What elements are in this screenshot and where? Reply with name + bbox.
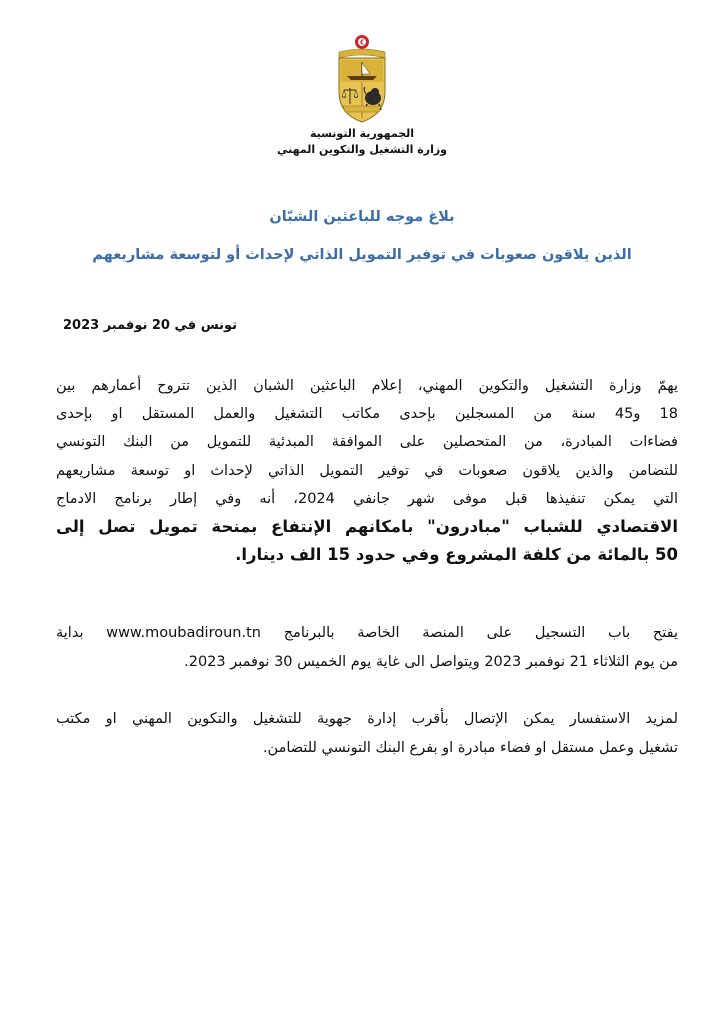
document-date: تونس في 20 نوفمبر 2023 [62, 318, 237, 333]
paragraph-line-emphasis: 50 بالمائة من كلفة المشروع وفي حدود 15 الف دينارا. [235, 545, 678, 565]
paragraph-line: تشغيل وعمل مستقل او فضاء مبادرة او بفرع البنك التونسي للتضامن. [262, 740, 678, 756]
paragraph-main [56, 372, 678, 569]
paragraph-line: من يوم الثلاثاء 21 نوفمبر 2023 ويتواصل الى غاية يوم الخميس 30 نوفمبر 2023. [184, 654, 678, 670]
tunisia-coat-of-arms-icon [333, 34, 391, 126]
paragraph-line: يفتح باب التسجيل على المنصة الخاصة بالبرنامج www.moubadiroun.tn بداية [56, 625, 678, 641]
paragraph-line: لمزيد الاستفسار يمكن الإتصال بأقرب إدارة جهوية للتشغيل والتكوين المهني او مكتب [56, 711, 678, 727]
paragraph-contact [56, 705, 678, 763]
paragraph-line-emphasis: الاقتصادي للشباب "مبادرون" بامكانهم الإنتفاع بمنحة تمويل تصل إلى [56, 517, 678, 537]
paragraph-line: 18 و45 سنة من المسجلين بإحدى مكاتب التشغيل والعمل المستقل او بإحدى [56, 406, 678, 423]
republic-name: الجمهورية التونسية [309, 127, 415, 140]
letterhead [250, 126, 474, 158]
paragraph-registration [56, 619, 678, 677]
paragraph-line: للتضامن والذين يلاقون صعوبات في توفير التمويل الذاتي لإحداث او توسعة مشاريعهم [56, 462, 678, 479]
announcement-subtitle: الذين يلاقون صعوبات في توفير التمويل الذاتي لإحداث أو لتوسعة مشاريعهم [92, 247, 632, 263]
paragraph-line: يهمّ وزارة التشغيل والتكوين المهني، إعلام الباعثين الشبان الذين تتروح أعمارهم بين [56, 378, 678, 394]
announcement-title: بلاغ موجه للباعثين الشبّان [269, 209, 455, 225]
paragraph-line: فضاءات المبادرة، من المتحصلين على الموافقة المبدئية للتمويل من البنك التونسي [56, 434, 678, 451]
paragraph-line: التي يمكن تنفيذها قبل موفى شهر جانفي 2024، أنه وفي إطار برنامج الادماج [56, 490, 678, 507]
ministry-name: وزارة التشغيل والتكوين المهني [276, 143, 448, 156]
